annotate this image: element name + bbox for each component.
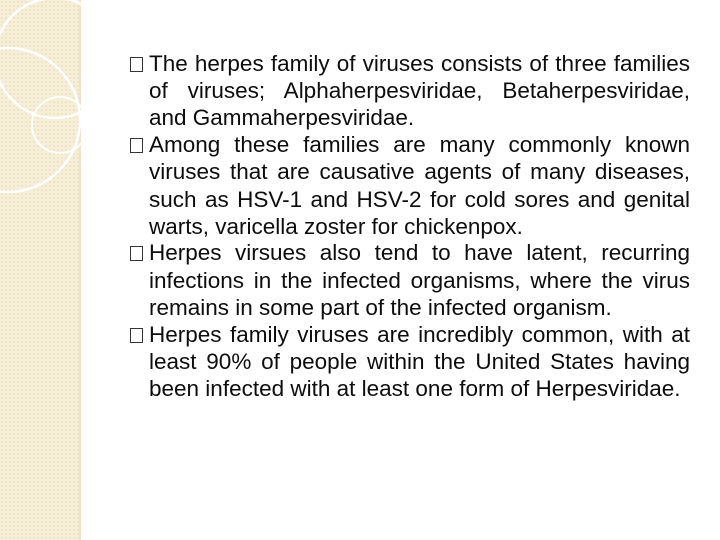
- decorative-ring: [0, 0, 115, 118]
- decorative-rings: [0, 0, 140, 200]
- missing-glyph-box-icon: [130, 57, 143, 72]
- bullet-text: Herpes virsues also tend to have latent, recurring infections in the infected organisms, where the virus remains in some part of the infected organism.: [149, 240, 690, 320]
- bullet-text: Herpes family viruses are incredibly common, with at least 90% of people within the United States having been infected with at least one form of Herpesviridae.: [149, 321, 690, 401]
- bullet-item: [130, 321, 690, 403]
- bullet-list: [130, 50, 690, 402]
- missing-glyph-box-icon: [130, 328, 143, 343]
- bullet-item: [130, 239, 690, 321]
- decorative-ring: [0, 48, 80, 192]
- missing-glyph-box-icon: [130, 246, 143, 261]
- missing-glyph-box-icon: [130, 138, 143, 153]
- bullet-text: Among these families are many commonly known viruses that are causative agents of many diseases, such as HSV-1 and HSV-2 for cold sores and genital warts, varicella zoster for chickenpox.: [149, 132, 690, 239]
- bullet-item: [130, 50, 690, 132]
- bullet-item: [130, 131, 690, 240]
- bullet-text: The herpes family of viruses consists of three families of viruses; Alphaherpesviridae, Betaherpesviridae, and Gammaherpesviridae.: [149, 51, 690, 131]
